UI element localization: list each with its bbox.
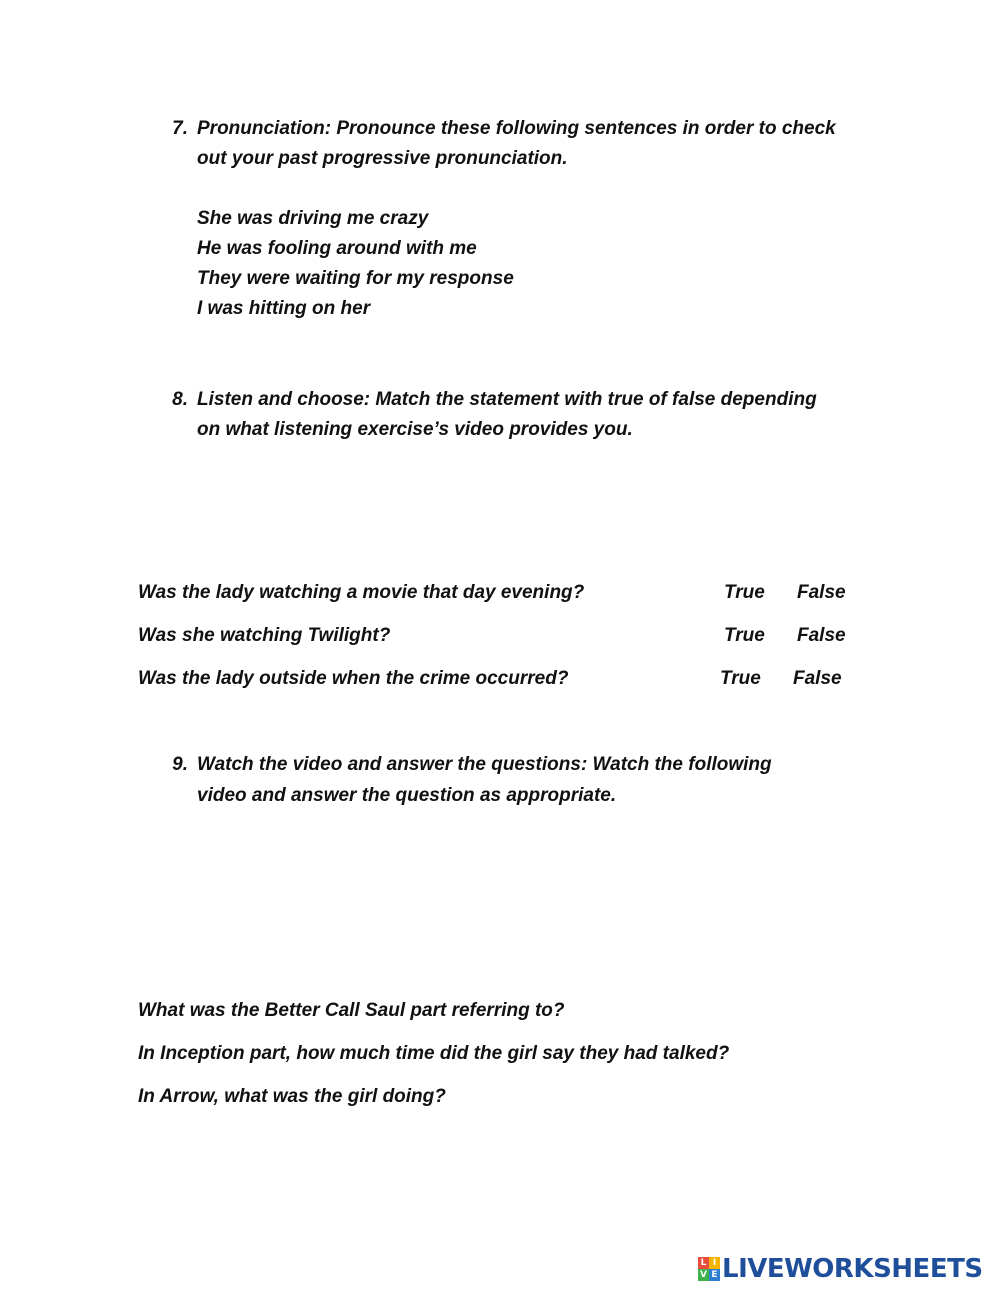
false-option[interactable]: False (797, 582, 846, 603)
pronunciation-sentence: He was fooling around with me (197, 238, 477, 259)
true-false-question: Was she watching Twilight? (138, 625, 391, 646)
video-question: What was the Better Call Saul part referring to? (138, 1000, 565, 1021)
true-option[interactable]: True (720, 668, 761, 689)
pronunciation-sentence: They were waiting for my response (197, 268, 514, 289)
true-false-question: Was the lady watching a movie that day evening? (138, 582, 585, 603)
liveworksheets-logo-icon (698, 1257, 720, 1281)
video-question: In Inception part, how much time did the girl say they had talked? (138, 1043, 730, 1064)
video-question: In Arrow, what was the girl doing? (138, 1086, 446, 1107)
section-9-number: 9. (172, 754, 188, 775)
true-false-question: Was the lady outside when the crime occurred? (138, 668, 569, 689)
section-7-instruction-line-2: out your past progressive pronunciation. (197, 148, 568, 169)
section-8-instruction-line-2: on what listening exercise’s video provides you. (197, 419, 633, 440)
logo-tile: L (698, 1257, 709, 1269)
pronunciation-sentence: I was hitting on her (197, 298, 371, 319)
logo-tile: I (709, 1257, 720, 1269)
false-option[interactable]: False (793, 668, 842, 689)
section-7-instruction-line-1: Pronunciation: Pronounce these following sentences in order to check (197, 118, 836, 139)
section-9-instruction-line-2: video and answer the question as appropriate. (197, 785, 617, 806)
logo-tile: V (698, 1269, 709, 1281)
true-option[interactable]: True (724, 582, 765, 603)
true-option[interactable]: True (724, 625, 765, 646)
section-8-number: 8. (172, 389, 188, 410)
liveworksheets-logo-text: LIVEWORKSHEETS (722, 1254, 983, 1284)
logo-tile: E (709, 1269, 720, 1281)
pronunciation-sentence: She was driving me crazy (197, 208, 429, 229)
section-9-instruction-line-1: Watch the video and answer the questions: Watch the following (197, 754, 772, 775)
false-option[interactable]: False (797, 625, 846, 646)
section-7-number: 7. (172, 118, 188, 139)
liveworksheets-logo (698, 1253, 983, 1285)
section-8-instruction-line-1: Listen and choose: Match the statement with true of false depending (197, 389, 817, 410)
